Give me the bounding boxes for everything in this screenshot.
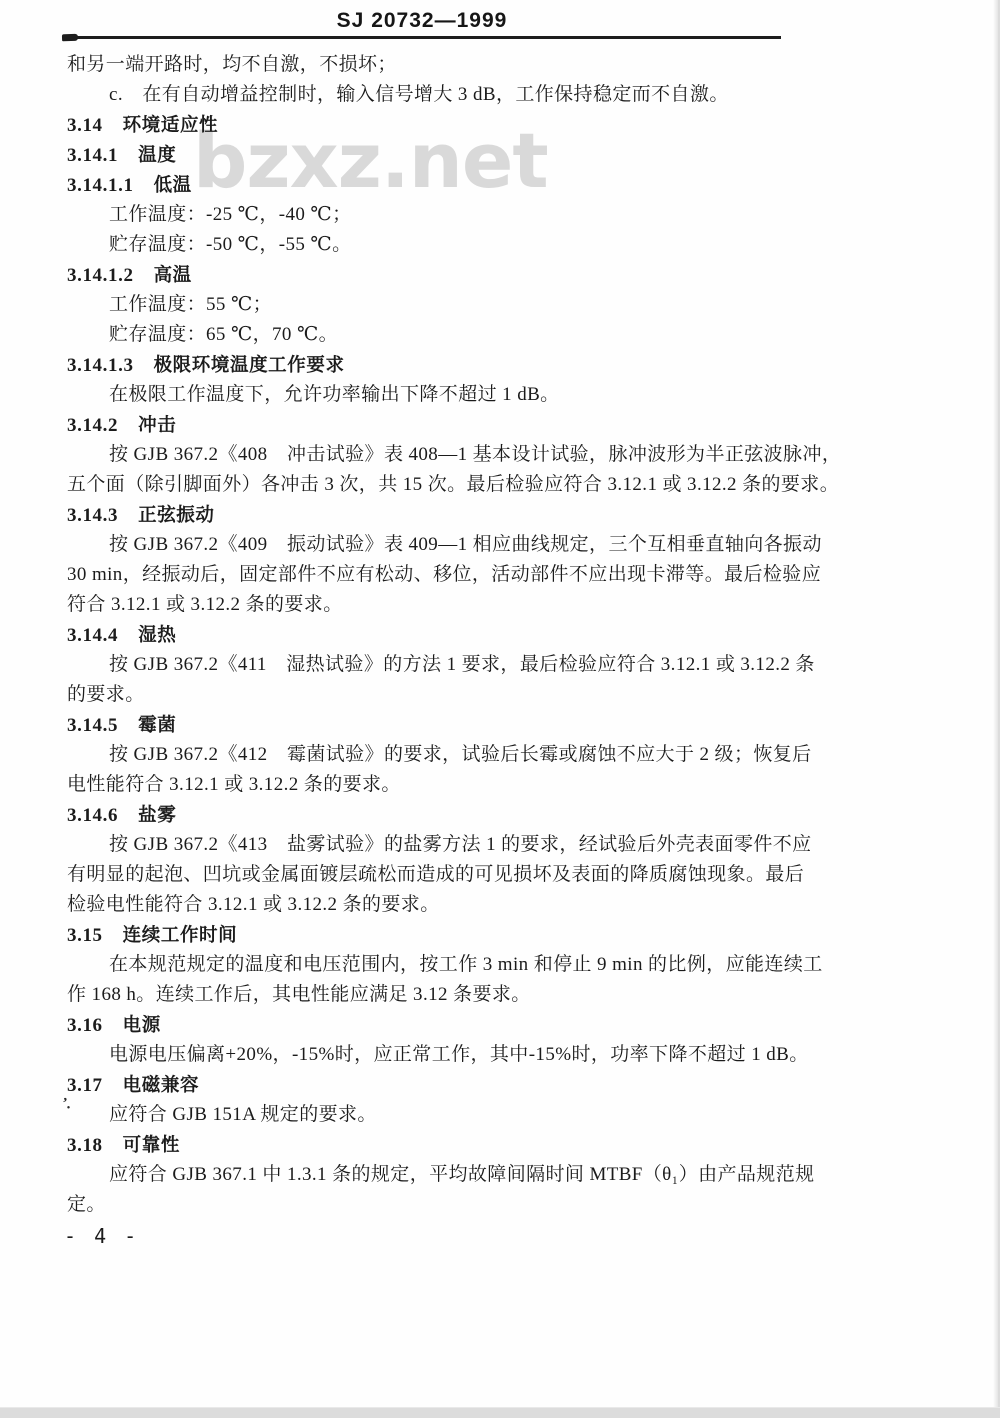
section-title: 低温 (153, 174, 192, 195)
section-heading (67, 1070, 797, 1100)
section-heading (67, 1130, 797, 1160)
section-heading (67, 350, 797, 380)
section-heading (67, 110, 797, 140)
section-title: 连续工作时间 (122, 924, 238, 945)
scan-edge-right (993, 0, 1000, 1418)
section-heading (67, 800, 797, 830)
text-line: 符合 3.12.1 或 3.12.2 条的要求。 (67, 594, 343, 615)
section-heading (67, 260, 797, 290)
text-line: 工作温度：55 ℃； (109, 294, 273, 315)
section-title: 电磁兼容 (122, 1074, 200, 1095)
section-number: 3.14 (67, 115, 103, 136)
text-line: 作 168 h。连续工作后，其电性能应满足 3.12 条要求。 (67, 984, 531, 1005)
text-line: 贮存温度：65 ℃，70 ℃。 (109, 324, 339, 345)
section-number: 3.14.2 (67, 415, 119, 436)
text-line: 30 min，经振动后，固定部件不应有松动、移位，活动部件不应出现卡滞等。最后检验应 (67, 564, 822, 585)
section-number: 3.14.1.3 (67, 355, 134, 376)
text-line: 按 GJB 367.2《413 盐雾试验》的盐雾方法 1 的要求，经试验后外壳表面零件不应 (109, 834, 812, 855)
section-heading (67, 410, 797, 440)
section-title: 冲击 (138, 414, 177, 435)
section-title: 极限环境温度工作要求 (153, 354, 345, 375)
section-heading (67, 170, 797, 200)
section-heading (67, 140, 797, 170)
scan-artifact: ’. (60, 1095, 72, 1113)
section-number: 3.14.4 (67, 625, 119, 646)
section-title: 电源 (122, 1014, 161, 1035)
text-line: 按 GJB 367.2《411 湿热试验》的方法 1 要求，最后检验应符合 3.12.1 或 3.12.2 条 (109, 654, 815, 675)
section-number: 3.15 (67, 925, 103, 946)
text-line: 按 GJB 367.2《409 振动试验》表 409—1 相应曲线规定，三个互相垂直轴向各振动 (109, 534, 822, 555)
section-title: 高温 (153, 264, 192, 285)
section-title: 霉菌 (138, 714, 177, 735)
text-line: 电源电压偏离+20%，-15%时，应正常工作，其中-15%时，功率下降不超过 1 dB。 (109, 1044, 809, 1065)
section-heading (67, 620, 797, 650)
section-title: 温度 (138, 144, 177, 165)
page-number: - 4 - (64, 1224, 140, 1248)
text-line: 定。 (67, 1194, 106, 1215)
section-number: 3.14.1.1 (67, 175, 134, 196)
scan-edge-bottom (0, 1407, 1000, 1418)
section-number: 3.14.1 (67, 145, 119, 166)
text-line: 电性能符合 3.12.1 或 3.12.2 条的要求。 (67, 774, 401, 795)
rule-ink-blob (62, 34, 78, 42)
section-number: 3.14.1.2 (67, 265, 134, 286)
watermark-text: bzxz.net (193, 116, 548, 205)
section-title: 盐雾 (138, 804, 177, 825)
text-line: 按 GJB 367.2《408 冲击试验》表 408—1 基本设计试验，脉冲波形为半正弦波脉冲， (109, 444, 842, 465)
document-body (67, 50, 842, 1220)
text-line: 工作温度：-25 ℃，-40 ℃； (109, 204, 352, 225)
section-number: 3.16 (67, 1015, 103, 1036)
text-line: c. 在有自动增益控制时，输入信号增大 3 dB，工作保持稳定而不自激。 (109, 84, 729, 105)
section-heading (67, 1010, 797, 1040)
text-line: 五个面（除引脚面外）各冲击 3 次，共 15 次。最后检验应符合 3.12.1 或 3.12.2 条的要求。 (67, 474, 840, 495)
section-number: 3.14.6 (67, 805, 119, 826)
text-line: 应符合 GJB 367.1 中 1.3.1 条的规定，平均故障间隔时间 MTBF（θ₁）由产品规范规 (109, 1164, 815, 1185)
section-heading (67, 500, 797, 530)
section-title: 可靠性 (122, 1134, 180, 1155)
section-number: 3.17 (67, 1075, 103, 1096)
text-line: 的要求。 (67, 684, 145, 705)
text-line: 在本规范规定的温度和电压范围内，按工作 3 min 和停止 9 min 的比例，应能连续工 (109, 954, 823, 975)
text-line: 应符合 GJB 151A 规定的要求。 (109, 1104, 377, 1125)
standard-number: SJ 20732—1999 (336, 9, 508, 32)
text-line: 检验电性能符合 3.12.1 或 3.12.2 条的要求。 (67, 894, 440, 915)
section-number: 3.14.3 (67, 505, 119, 526)
section-number: 3.14.5 (67, 715, 119, 736)
section-number: 3.18 (67, 1135, 103, 1156)
text-line: 贮存温度：-50 ℃，-55 ℃。 (109, 234, 352, 255)
section-title: 环境适应性 (122, 114, 219, 135)
section-heading (67, 710, 797, 740)
text-line: 有明显的起泡、凹坑或金属面镀层疏松而造成的可见损坏及表面的降质腐蚀现象。最后 (67, 864, 805, 885)
text-line: 按 GJB 367.2《412 霉菌试验》的要求，试验后长霉或腐蚀不应大于 2 级；恢复后 (109, 744, 812, 765)
text-line: 在极限工作温度下，允许功率输出下降不超过 1 dB。 (109, 384, 560, 405)
text-line: 和另一端开路时，均不自激，不损坏； (67, 54, 397, 75)
section-title: 湿热 (138, 624, 177, 645)
section-heading (67, 920, 797, 950)
header-rule (63, 36, 781, 39)
section-title: 正弦振动 (138, 504, 215, 525)
